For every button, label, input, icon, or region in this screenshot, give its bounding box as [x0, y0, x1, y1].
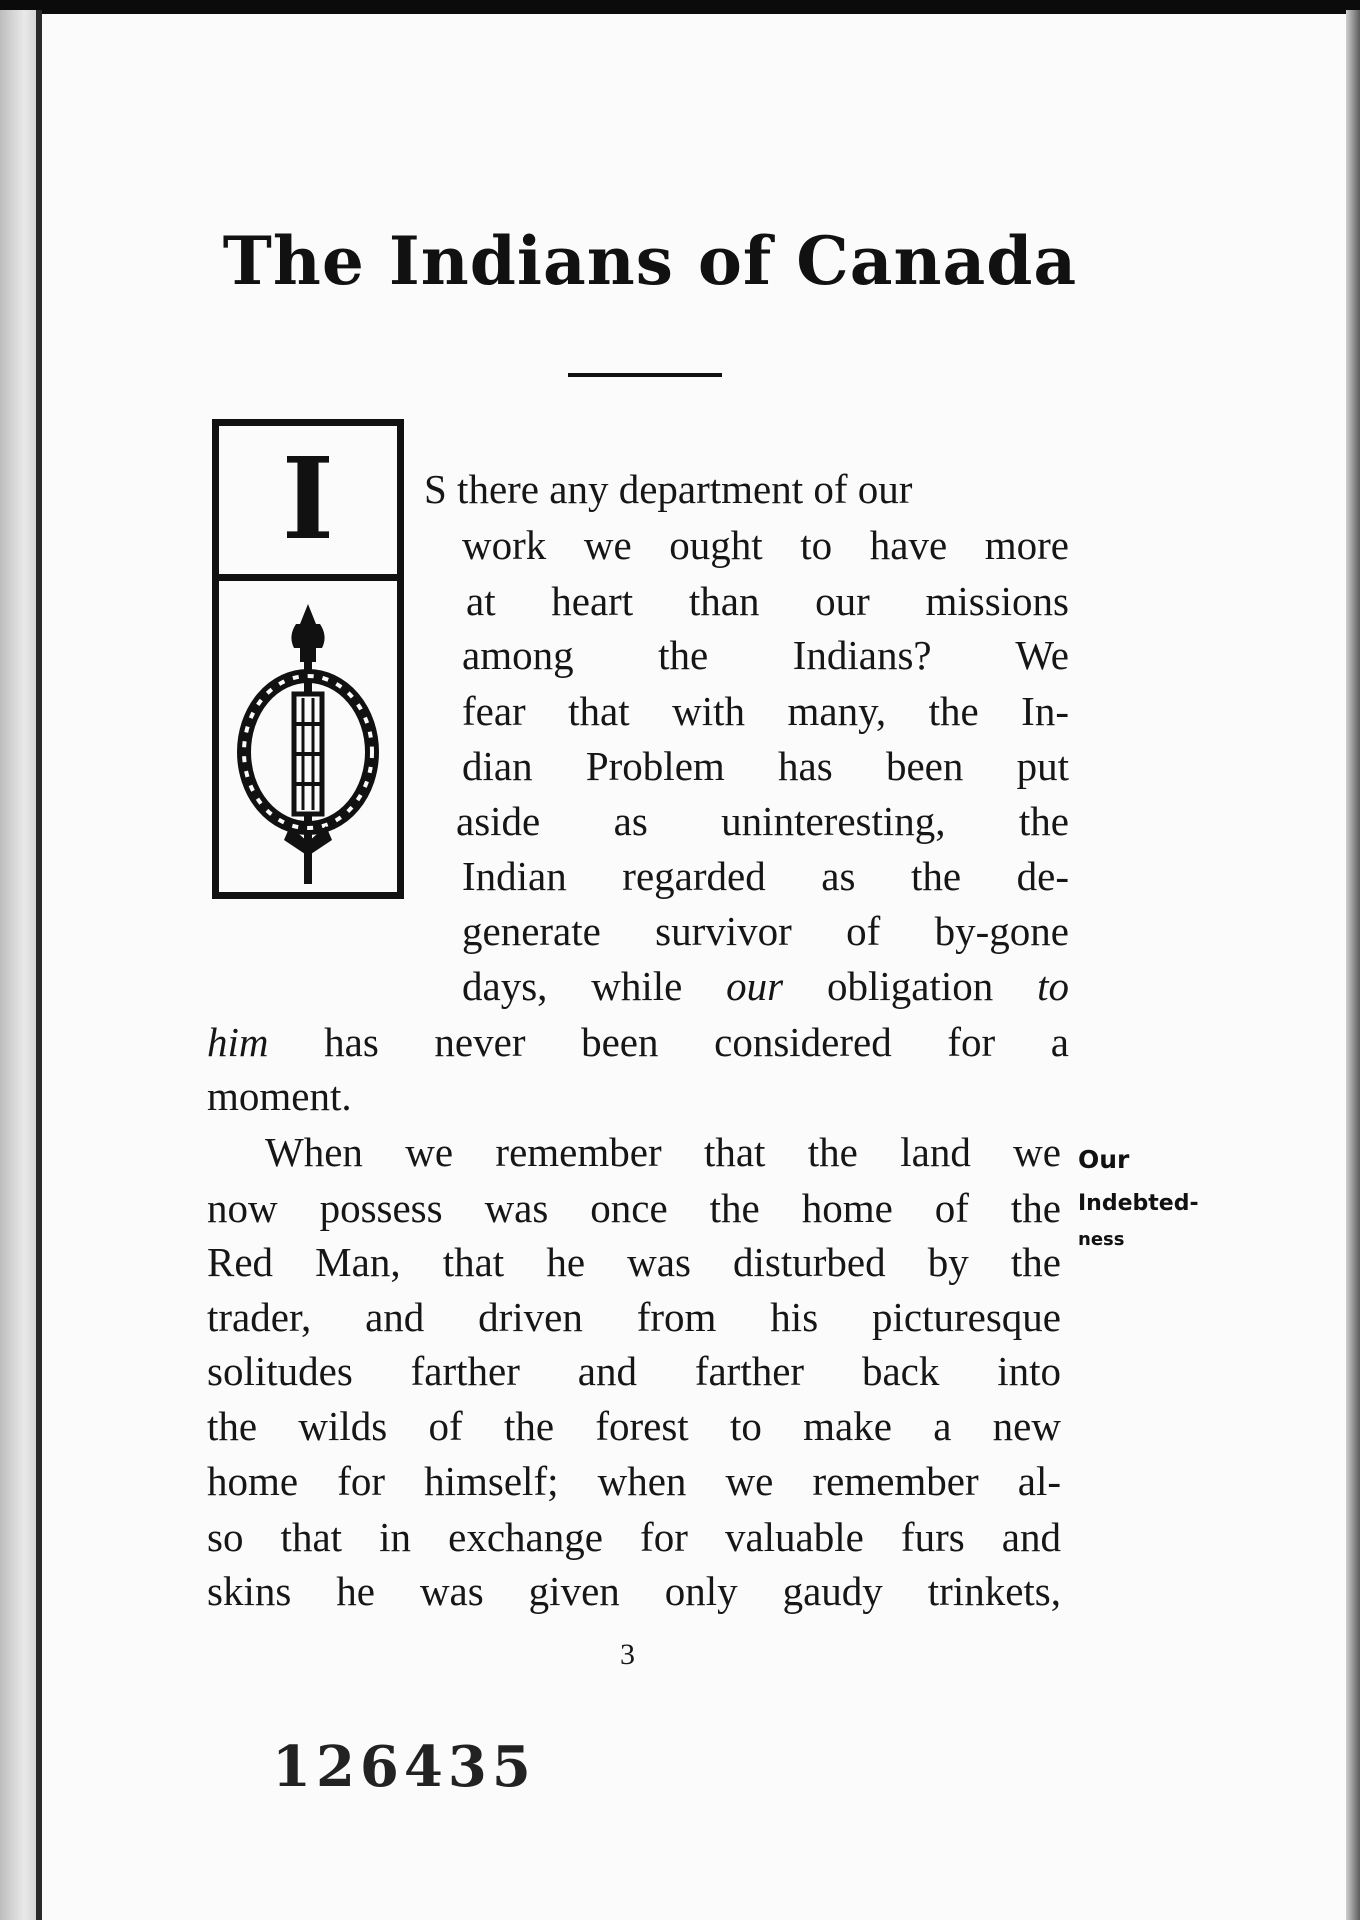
- paragraph2-line-9: skins he was given only gaudy trinkets,: [207, 1568, 1061, 1614]
- drop-cap-letter: I: [281, 434, 335, 565]
- paragraph1-line-3: at heart than our missions: [466, 578, 1069, 624]
- paragraph2-line-1: When we remember that the land we: [265, 1129, 1061, 1175]
- paragraph2-line-2: now possess was once the home of the: [207, 1185, 1061, 1231]
- paragraph1-line-8: Indian regarded as the de-: [462, 853, 1069, 899]
- title-rule: [568, 373, 722, 377]
- paragraph2-line-8: so that in exchange for valuable furs and: [207, 1514, 1061, 1560]
- margin-note-line-1: Our: [1078, 1145, 1130, 1174]
- paragraph2-line-6: the wilds of the forest to make a new: [207, 1403, 1061, 1449]
- paragraph1-line-12: moment.: [207, 1073, 352, 1119]
- line10-italic-to: to: [1037, 963, 1069, 1009]
- line11-italic-him: him: [207, 1019, 269, 1065]
- margin-note-line-2: Indebted-: [1078, 1191, 1199, 1216]
- library-stamp-number: 126435: [272, 1734, 536, 1800]
- page-number: 3: [620, 1638, 635, 1671]
- line10-text-start: days, while: [462, 963, 727, 1009]
- paragraph1-line-7: aside as uninteresting, the: [456, 798, 1069, 844]
- paragraph1-line-4: among the Indians? We: [462, 632, 1069, 678]
- paragraph1-line-9: generate survivor of by-gone: [462, 908, 1069, 954]
- line10-text-middle: obligation: [783, 963, 1038, 1009]
- margin-note-line-3: ness: [1078, 1229, 1125, 1250]
- paragraph1-line-6: dian Problem has been put: [462, 743, 1069, 789]
- paragraph1-line-11: [207, 1014, 1069, 1070]
- drop-cap-box: [212, 419, 404, 899]
- paragraph1-line-5: fear that with many, the In-: [462, 688, 1069, 734]
- paragraph2-line-7: home for himself; when we remember al-: [207, 1458, 1061, 1504]
- wreath-emblem-icon: [230, 594, 386, 894]
- drop-cap-divider: [219, 574, 397, 581]
- line10-italic-our: our: [726, 963, 784, 1009]
- paragraph2-line-5: solitudes farther and farther back into: [207, 1348, 1061, 1394]
- line11-text: has never been considered for a: [268, 1019, 1069, 1065]
- scan-right-edge: [1346, 10, 1360, 1920]
- facing-page-edge: [0, 10, 40, 1920]
- paragraph1-line-2: work we ought to have more: [462, 522, 1069, 568]
- scan-top-edge: [0, 0, 1360, 14]
- paragraph1-line-1: S there any department of our: [424, 466, 913, 512]
- margin-note: [1078, 1138, 1218, 1254]
- paragraph2-line-4: trader, and driven from his picturesque: [207, 1294, 1061, 1340]
- paragraph2-line-3: Red Man, that he was disturbed by the: [207, 1239, 1061, 1285]
- page-title: The Indians of Canada: [222, 222, 1078, 300]
- paragraph1-line-10: [462, 958, 1069, 1014]
